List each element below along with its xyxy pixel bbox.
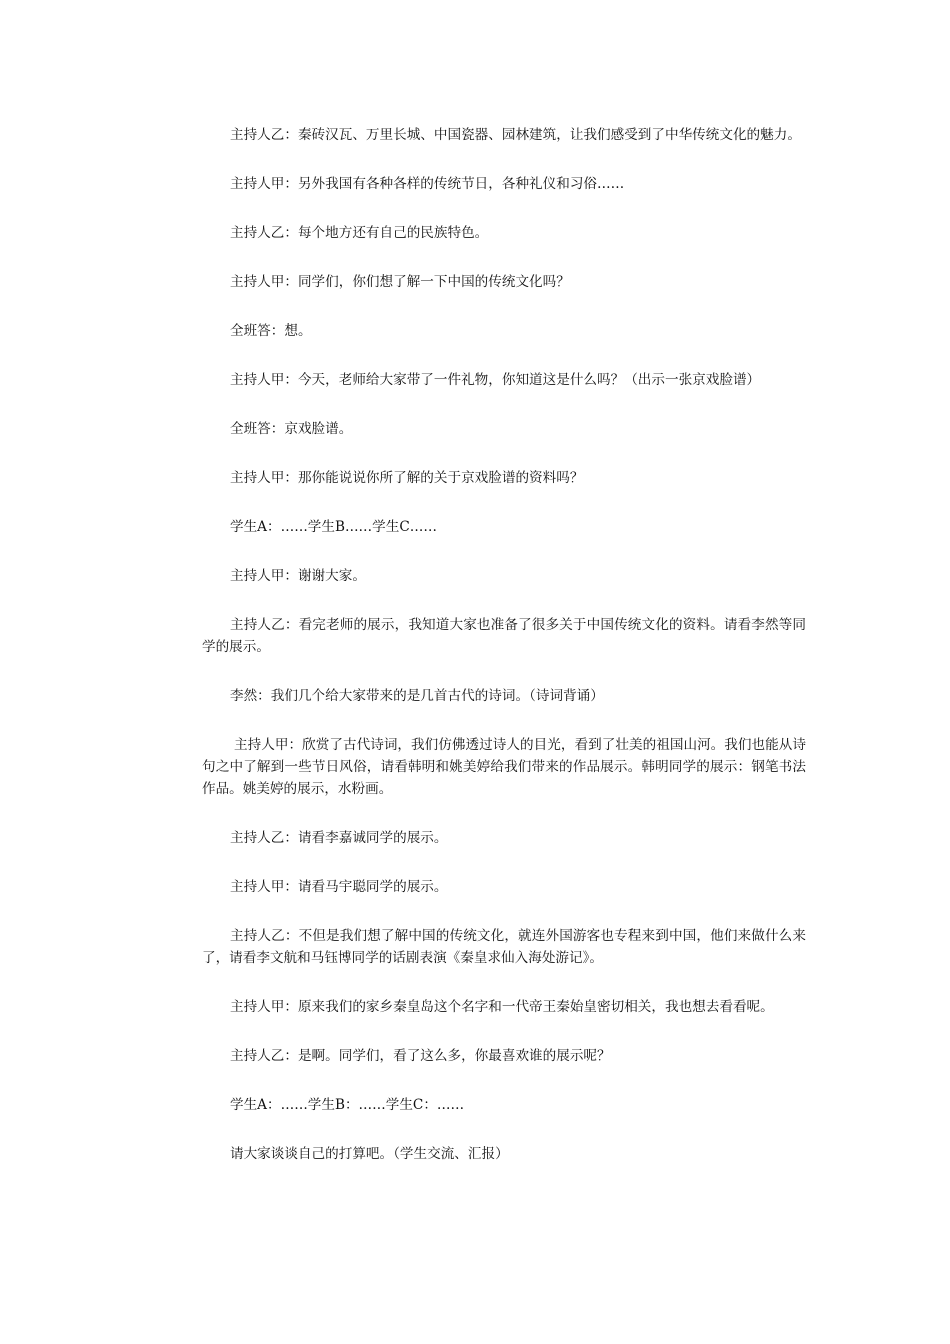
paragraph-host-a-gift: 主持人甲：今天，老师给大家带了一件礼物，你知道这是什么吗？（出示一张京戏脸谱）: [230, 372, 761, 388]
paragraph-students-2: 学生A：……学生B：……学生C：……: [230, 1097, 465, 1113]
paragraph-liran-poems: 李然：我们几个给大家带来的是几首古代的诗词。（诗词背诵）: [230, 688, 604, 704]
paragraph-host-a-opera-question: 主持人甲：那你能说说你所了解的关于京戏脸谱的资料吗？: [230, 470, 584, 486]
document-body: [202, 124, 806, 1192]
paragraph-class-answer-1: 全班答：想。: [230, 323, 312, 339]
paragraph-host-b-intro: 主持人乙：秦砖汉瓦、万里长城、中国瓷器、园林建筑，让我们感受到了中华传统文化的魅力。: [230, 127, 801, 143]
paragraph-host-a-ma-yucong: 主持人甲：请看马宇聪同学的展示。: [230, 879, 448, 895]
paragraph-host-b-ethnic: 主持人乙：每个地方还有自己的民族特色。: [230, 225, 489, 241]
paragraph-students-1: 学生A：……学生B……学生C……: [230, 519, 437, 535]
paragraph-host-b-li-jiacheng: 主持人乙：请看李嘉诚同学的展示。: [230, 830, 448, 846]
paragraph-host-a-qinhuangdao: 主持人甲：原来我们的家乡秦皇岛这个名字和一代帝王秦始皇密切相关，我也想去看看呢。: [230, 999, 774, 1015]
paragraph-host-b-showcase: 主持人乙：看完老师的展示，我知道大家也准备了很多关于中国传统文化的资料。请看李然等同学的展示。: [202, 617, 806, 655]
paragraph-class-answer-2: 全班答：京戏脸谱。: [230, 421, 353, 437]
paragraph-host-a-question: 主持人甲：同学们，你们想了解一下中国的传统文化吗？: [230, 274, 570, 290]
paragraph-host-a-poetry: 主持人甲：欣赏了古代诗词，我们仿佛透过诗人的目光，看到了壮美的祖国山河。我们也能从诗句之中了解到一些节日风俗，请看韩明和姚美婷给我们带来的作品展示。韩明同学的展示：钢笔书法作品。姚美婷的展示，水粉画。: [202, 737, 806, 797]
paragraph-host-b-drama: 主持人乙：不但是我们想了解中国的传统文化，就连外国游客也专程来到中国，他们来做什么来了，请看李文航和马钰博同学的话剧表演《秦皇求仙入海处游记》。: [202, 928, 806, 966]
paragraph-host-a-festivals: 主持人甲：另外我国有各种各样的传统节日，各种礼仪和习俗……: [230, 176, 625, 192]
paragraph-host-a-thanks: 主持人甲：谢谢大家。: [230, 568, 366, 584]
paragraph-closing-prompt: 请大家谈谈自己的打算吧。（学生交流、汇报）: [230, 1146, 509, 1162]
paragraph-host-b-favorite: 主持人乙：是啊。同学们，看了这么多，你最喜欢谁的展示呢？: [230, 1048, 611, 1064]
